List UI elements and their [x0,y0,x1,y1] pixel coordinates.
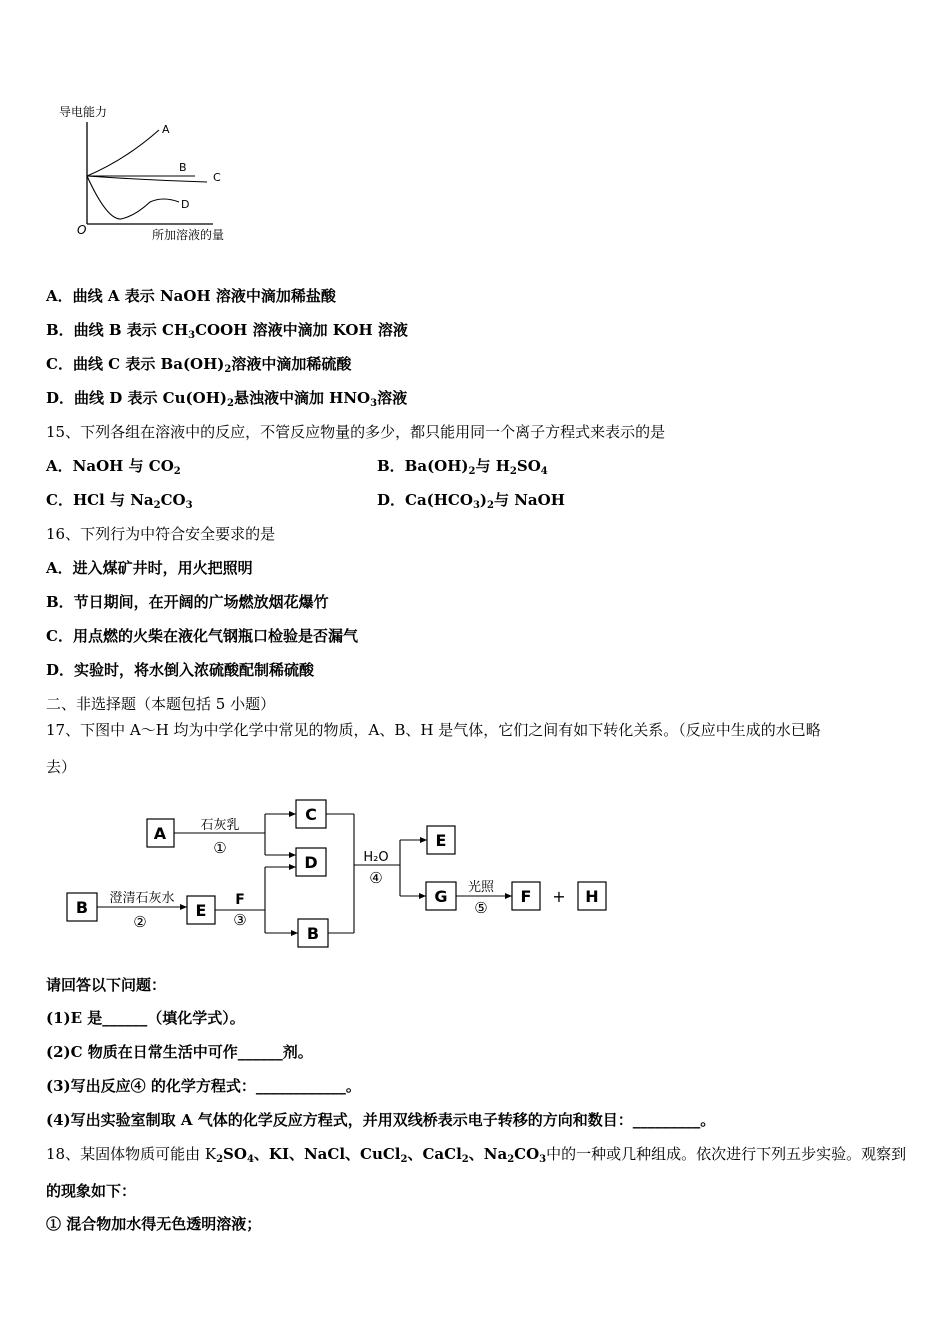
label-step-5: ⑤ [474,899,488,917]
box-F: F [520,887,532,906]
label-step-2: ② [133,913,147,931]
label-step-3: ③ [233,911,247,929]
q15-option-c: C．HCl 与 $Na_2CO_3$ [46,491,193,511]
box-D: D [304,853,318,872]
reaction-diagram [60,795,620,955]
q17-sub-4: (4)写出实验室制取 A 气体的化学反应方程式，并用双线桥表示电子转移的方向和数目：_________。 [46,1111,716,1129]
q18-stem-line1: 18、某固体物质可能由 $K_2SO_4$、KI、NaCl、CuCl$_2$、CaCl$_2$、$Na_2CO_3$中的一种或几种组成。依次进行下列五步实验。观察到 [46,1145,907,1165]
curve-C-label: C [213,171,221,184]
q18-stem-line2: 的现象如下： [46,1182,137,1200]
q17-prompt: 请回答以下问题： [46,976,167,994]
curve-C [87,176,207,182]
q15-option-b: B．$Ba(OH)_2$与 $H_2SO_4$ [377,457,548,477]
label-h2o: H₂O [363,850,389,865]
curve-D-label: D [181,198,190,211]
q16-stem: 16、下列行为中符合安全要求的是 [46,525,276,543]
box-H: H [585,887,599,906]
box-B-left: B [75,898,89,917]
q16-option-b: B．节日期间，在开阔的广场燃放烟花爆竹 [46,593,329,611]
conductivity-graph [55,100,255,250]
q15-stem: 15、下列各组在溶液中的反应，不管反应物量的多少，都只能用同一个离子方程式来表示的是 [46,423,666,441]
graph-origin-label: O [77,223,87,237]
curve-A [87,130,159,176]
q17-stem-line2: 去） [46,758,77,776]
label-step-1: ① [213,839,227,857]
q14-option-b: B．曲线 B 表示 $CH_3COOH$ 溶液中滴加 KOH 溶液 [46,321,408,341]
section-2-heading: 二、非选择题（本题包括 5 小题） [46,695,276,713]
q15-option-a: A．NaOH 与 $CO_2$ [46,457,181,477]
label-step-4: ④ [369,869,383,887]
box-G: G [434,887,448,906]
q18-item-1: ① 混合物加水得无色透明溶液； [46,1215,262,1233]
label-chengqing: 澄清石灰水 [109,891,175,906]
curve-B-label: B [179,161,187,174]
q15-option-d: D．$Ca(HCO_3)_2$与 NaOH [377,491,565,511]
box-B-bottom: B [306,924,320,943]
label-shihuiru: 石灰乳 [200,818,240,833]
box-E-mid: E [195,901,207,920]
q16-option-d: D．实验时，将水倒入浓硫酸配制稀硫酸 [46,661,315,679]
curve-A-label: A [162,123,170,136]
graph-y-axis-label: 导电能力 [59,105,108,119]
q14-option-a: A．曲线 A 表示 NaOH 溶液中滴加稀盐酸 [46,287,336,305]
box-A: A [153,824,167,843]
box-E-right: E [435,831,447,850]
q17-sub-2: (2)C 物质在日常生活中可作______剂。 [46,1043,313,1061]
q17-sub-1: (1)E 是______（填化学式）。 [46,1009,245,1027]
q14-option-d: D．曲线 D 表示 $Cu(OH)_2$悬浊液中滴加 $HNO_3$溶液 [46,389,408,409]
q16-option-c: C．用点燃的火柴在液化气钢瓶口检验是否漏气 [46,627,358,645]
curve-D [87,176,179,219]
label-guangzhao: 光照 [467,880,495,895]
plus-sign: + [552,887,566,906]
graph-x-axis-label: 所加溶液的量 [152,228,225,242]
box-C: C [305,805,317,824]
q17-sub-3: (3)写出反应④ 的化学方程式：____________。 [46,1077,361,1095]
q14-option-c: C．曲线 C 表示 $Ba(OH)_2$溶液中滴加稀硫酸 [46,355,352,375]
q16-option-a: A．进入煤矿井时，用火把照明 [46,559,253,577]
label-F-reagent: F [235,892,245,908]
q17-stem-line1: 17、下图中 A～H 均为中学化学中常见的物质，A、B、H 是气体，它们之间有如下转化关系。（反应中生成的水已略 [46,721,821,739]
